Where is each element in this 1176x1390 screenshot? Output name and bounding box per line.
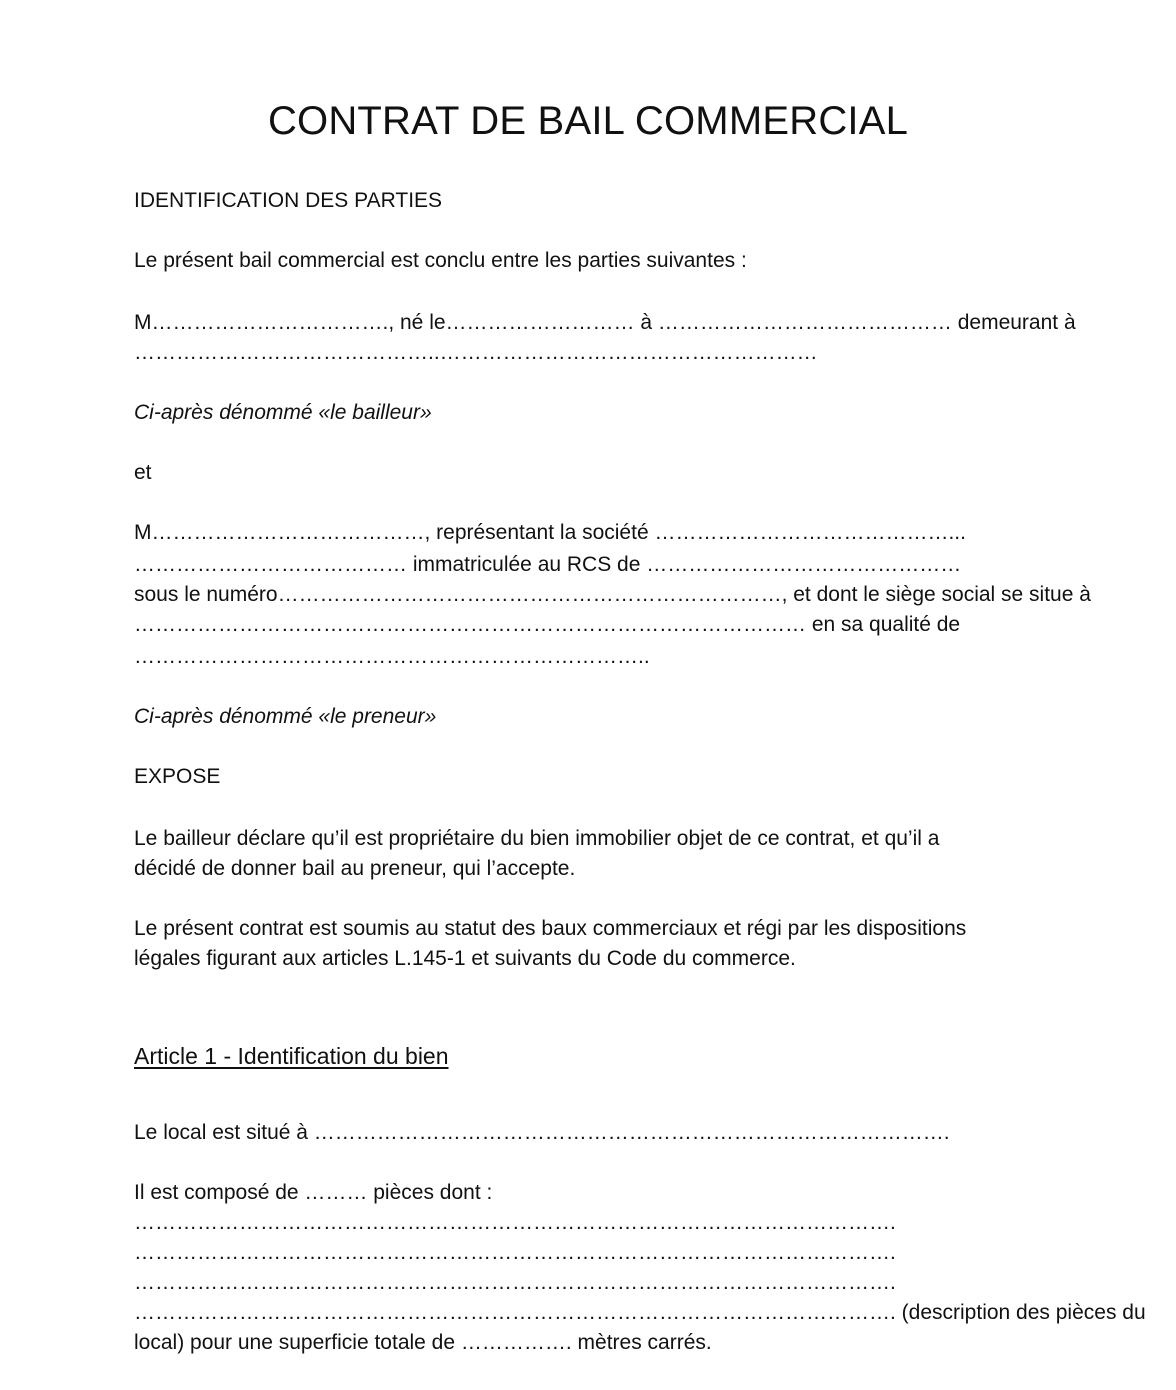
bailleur-line-1: M……………………………., né le……………………… à …………………………………… demeurant à bbox=[134, 311, 1076, 334]
description-line: ………………………………………………………………………………………………. (description des pièces du bbox=[134, 1301, 1146, 1324]
expose-paragraph-2-line-1: Le présent contrat est soumis au statut des baux commerciaux et régi par les dispositions bbox=[134, 917, 967, 940]
preneur-line-2: ………………………………… immatriculée au RCS de ……………………………………… bbox=[134, 553, 962, 576]
compose-line: Il est composé de ……… pièces dont : bbox=[134, 1181, 493, 1204]
expose-heading: EXPOSE bbox=[134, 765, 221, 788]
article-1-heading: Article 1 - Identification du bien bbox=[134, 1043, 449, 1069]
bailleur-line-2: ……………………………………..……………………………………………… bbox=[134, 341, 818, 364]
superficie-line: local) pour une superficie totale de ……………. mètres carrés. bbox=[134, 1331, 712, 1354]
and-word: et bbox=[134, 461, 152, 484]
preneur-line-3: sous le numéro………………………………………………………………, et dont le siège social se situe à bbox=[134, 583, 1091, 606]
identification-heading: IDENTIFICATION DES PARTIES bbox=[134, 189, 443, 212]
preneur-line-5: ……………………………………………………………….. bbox=[134, 645, 650, 668]
intro-text: Le présent bail commercial est conclu entre les parties suivantes : bbox=[134, 249, 747, 272]
expose-paragraph-1-line-2: décidé de donner bail au preneur, qui l’accepte. bbox=[134, 857, 576, 880]
local-situe-line: Le local est situé à ………………………………………………………………………………. bbox=[134, 1121, 950, 1144]
preneur-label: Ci-après dénommé «le preneur» bbox=[134, 705, 437, 728]
expose-paragraph-2-line-2: légales figurant aux articles L.145-1 et suivants du Code du commerce. bbox=[134, 947, 796, 970]
document-title: CONTRAT DE BAIL COMMERCIAL bbox=[267, 99, 909, 143]
dots-line-2: ………………………………………………………………………………………………. bbox=[134, 1241, 896, 1264]
expose-paragraph-1-line-1: Le bailleur déclare qu’il est propriétaire du bien immobilier objet de ce contrat, et qu’il a bbox=[134, 827, 940, 850]
bailleur-label: Ci-après dénommé «le bailleur» bbox=[134, 401, 432, 424]
dots-line-3: ………………………………………………………………………………………………. bbox=[134, 1271, 896, 1294]
preneur-line-1: M…………………………………, représentant la société ……………………………………... bbox=[134, 521, 966, 544]
preneur-line-4: …………………………………………………………………………………… en sa qualité de bbox=[134, 613, 961, 636]
dots-line-1: ………………………………………………………………………………………………. bbox=[134, 1211, 896, 1234]
